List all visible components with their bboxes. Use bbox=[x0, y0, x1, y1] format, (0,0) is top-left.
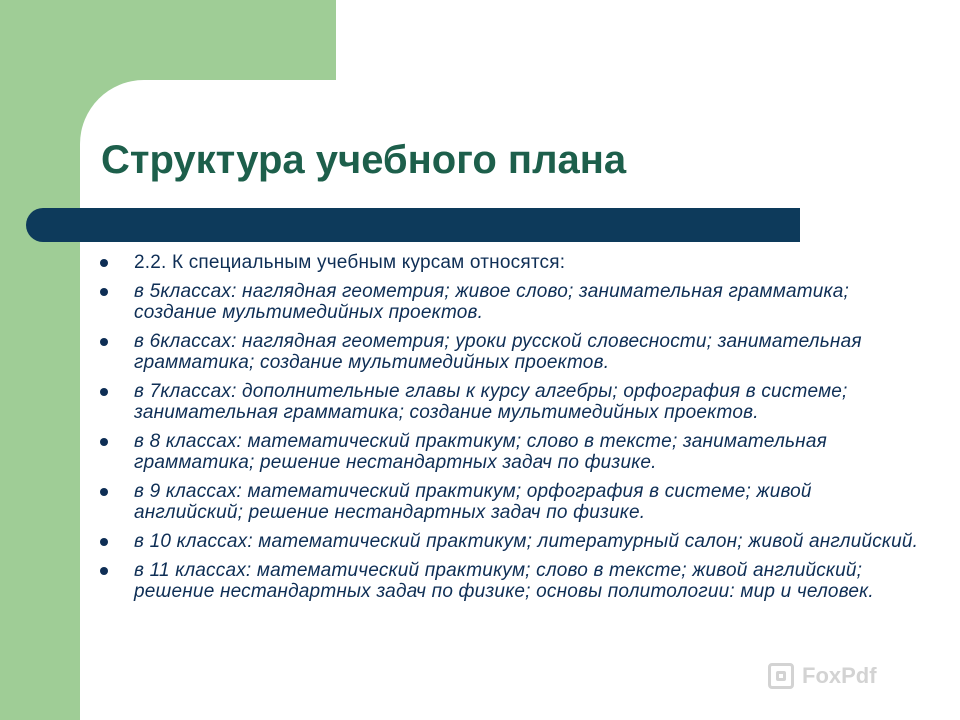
bullet-list bbox=[100, 252, 920, 610]
bullet-dot-icon bbox=[100, 567, 108, 575]
bullet-item bbox=[100, 281, 920, 323]
bullet-dot-icon bbox=[100, 488, 108, 496]
bullet-dot-icon bbox=[100, 288, 108, 296]
bullet-item bbox=[100, 531, 920, 552]
bullet-item bbox=[100, 481, 920, 523]
bullet-text: в 5классах: наглядная геометрия; живое слово; занимательная грамматика; создание мультимедийных проектов. bbox=[134, 281, 849, 323]
bullet-dot-icon bbox=[100, 259, 108, 267]
watermark-text: FoxPdf bbox=[802, 663, 877, 688]
bullet-item bbox=[100, 252, 920, 273]
bullet-text: в 8 классах: математический практикум; слово в тексте; занимательная грамматика; решение нестандартных задач по физике. bbox=[134, 431, 827, 473]
watermark bbox=[768, 660, 928, 692]
bullet-dot-icon bbox=[100, 438, 108, 446]
bullet-item bbox=[100, 431, 920, 473]
bullet-item bbox=[100, 331, 920, 373]
bullet-dot-icon bbox=[100, 388, 108, 396]
bullet-dot-icon bbox=[100, 538, 108, 546]
bullet-text: 2.2. К специальным учебным курсам относятся: bbox=[134, 252, 566, 273]
slide-title: Структура учебного плана bbox=[101, 138, 627, 182]
watermark-logo-icon bbox=[768, 663, 794, 689]
bullet-text: в 9 классах: математический практикум; орфография в системе; живой английский; решение нестандартных задач по физике. bbox=[134, 481, 812, 523]
bullet-text: в 10 классах: математический практикум; литературный салон; живой английский. bbox=[134, 531, 919, 552]
bullet-text: в 11 классах: математический практикум; слово в тексте; живой английский; решение нестандартных задач по физике; основы политологии: мир и человек. bbox=[134, 560, 874, 602]
bullet-item bbox=[100, 560, 920, 602]
bullet-item bbox=[100, 381, 920, 423]
bullet-dot-icon bbox=[100, 338, 108, 346]
bullet-text: в 7классах: дополнительные главы к курсу алгебры; орфография в системе; занимательная грамматика; создание мультимедийных проектов. bbox=[134, 381, 848, 423]
title-underline-bar bbox=[26, 208, 800, 242]
bullet-text: в 6классах: наглядная геометрия; уроки русской словесности; занимательная грамматика; создание мультимедийных проектов. bbox=[134, 331, 862, 373]
